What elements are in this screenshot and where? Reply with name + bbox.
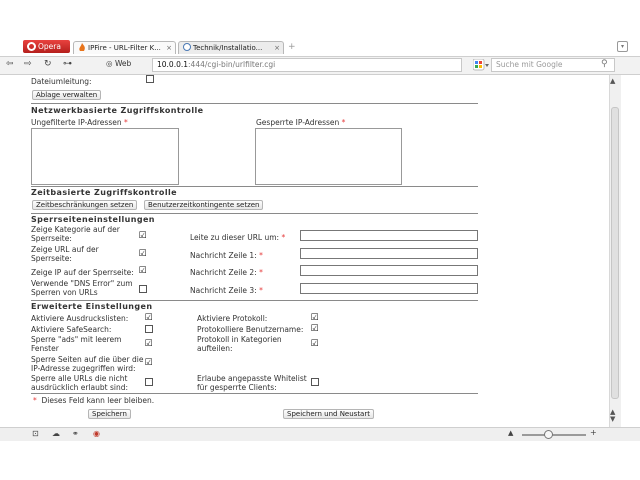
msg1-label: Nachricht Zeile 1: * bbox=[190, 251, 263, 260]
zoom-slider-knob[interactable] bbox=[544, 430, 553, 439]
divider bbox=[31, 186, 478, 187]
log-categories-label: Protokoll in Kategorien aufteilen: bbox=[197, 335, 282, 353]
block-ip-access-label: Sperre Seiten auf die über die IP-Adresse zugegriffen wird: bbox=[31, 355, 144, 373]
wiki-page-icon bbox=[183, 43, 191, 51]
globe-icon: ◎ bbox=[106, 59, 113, 68]
key-icon[interactable]: ⊶ bbox=[63, 59, 72, 69]
safesearch-label: Aktiviere SafeSearch: bbox=[31, 325, 112, 334]
show-url-checkbox[interactable]: ☑ bbox=[138, 249, 147, 259]
scroll-down-icon[interactable]: ▲ ▼ bbox=[610, 408, 616, 423]
opera-logo-icon bbox=[27, 42, 36, 51]
msg2-input[interactable] bbox=[300, 265, 478, 276]
back-arrow-icon[interactable]: ⇦ bbox=[6, 59, 14, 69]
enable-log-label: Aktiviere Protokoll: bbox=[197, 314, 268, 323]
blockpage-heading: Sperrseiteneinstellungen bbox=[31, 215, 155, 224]
unfiltered-ip-label: Ungefilterte IP-Adressen * bbox=[31, 118, 128, 127]
new-tab-button[interactable]: + bbox=[288, 42, 296, 52]
advanced-heading: Erweiterte Einstellungen bbox=[31, 302, 153, 311]
redirect-url-label: Leite zu dieser URL um: * bbox=[190, 233, 286, 242]
page-content bbox=[0, 75, 609, 427]
msg3-label: Nachricht Zeile 3: * bbox=[190, 286, 263, 295]
trash-icon[interactable]: ▾ bbox=[617, 41, 628, 52]
show-ip-checkbox[interactable]: ☑ bbox=[138, 266, 147, 276]
scroll-thumb[interactable] bbox=[611, 107, 619, 399]
divider bbox=[31, 300, 478, 301]
dns-error-checkbox[interactable] bbox=[139, 285, 147, 293]
tab-close-icon[interactable]: × bbox=[274, 44, 280, 52]
zoom-in-icon[interactable]: + bbox=[590, 428, 597, 437]
msg2-label: Nachricht Zeile 2: * bbox=[190, 268, 263, 277]
network-access-heading: Netzwerkbasierte Zugriffskontrolle bbox=[31, 106, 204, 115]
log-username-label: Protokolliere Benutzername: bbox=[197, 325, 304, 334]
show-url-label: Zeige URL auf der Sperrseite: bbox=[31, 245, 99, 263]
time-restrictions-button[interactable]: Zeitbeschränkungen setzen bbox=[32, 200, 137, 210]
zoom-slider[interactable] bbox=[522, 434, 586, 436]
log-username-checkbox[interactable]: ☑ bbox=[310, 324, 319, 334]
show-category-label: Zeige Kategorie auf der Sperrseite: bbox=[31, 225, 120, 243]
enable-log-checkbox[interactable]: ☑ bbox=[310, 313, 319, 323]
google-engine-icon[interactable] bbox=[473, 59, 490, 71]
show-ip-label: Zeige IP auf der Sperrseite: bbox=[31, 268, 134, 277]
msg1-input[interactable] bbox=[300, 248, 478, 259]
time-access-heading: Zeitbasierte Zugriffskontrolle bbox=[31, 188, 177, 197]
opera-menu-button[interactable]: Opera bbox=[23, 40, 70, 53]
panel-toggle-icon[interactable]: ⊡ bbox=[32, 429, 39, 438]
unfiltered-ip-textarea[interactable] bbox=[31, 128, 179, 185]
scroll-up-icon[interactable]: ▲ bbox=[610, 77, 616, 85]
user-quota-button[interactable]: Benutzerzeitkontingente setzen bbox=[144, 200, 263, 210]
block-all-checkbox[interactable] bbox=[145, 378, 153, 386]
required-note: * Dieses Feld kann leer bleiben. bbox=[33, 396, 155, 405]
reload-icon[interactable]: ↻ bbox=[44, 59, 52, 69]
block-ads-label: Sperre "ads" mit leerem Fenster bbox=[31, 335, 122, 353]
block-all-label: Sperre alle URLs die nicht ausdrücklich erlaubt sind: bbox=[31, 374, 128, 392]
custom-whitelist-label: Erlaube angepasste Whitelist für gesperrte Clients: bbox=[197, 374, 307, 392]
block-ads-checkbox[interactable]: ☑ bbox=[144, 339, 153, 349]
cloud-icon[interactable]: ☁ bbox=[52, 429, 60, 438]
custom-whitelist-checkbox[interactable] bbox=[311, 378, 319, 386]
divider bbox=[31, 393, 478, 394]
log-categories-checkbox[interactable]: ☑ bbox=[310, 339, 319, 349]
divider bbox=[31, 103, 478, 104]
manage-repository-button[interactable]: Ablage verwalten bbox=[32, 90, 101, 100]
tab-urlfilter[interactable]: IPFire - URL-Filter K... × bbox=[73, 41, 176, 54]
save-restart-button[interactable]: Speichern und Neustart bbox=[283, 409, 374, 419]
network-icon[interactable]: ⚭ bbox=[72, 429, 79, 438]
blocked-ip-textarea[interactable] bbox=[255, 128, 402, 185]
forward-arrow-icon[interactable]: ⇨ bbox=[24, 59, 32, 69]
blocked-ip-label: Gesperrte IP-Adressen * bbox=[256, 118, 346, 127]
tab-technik[interactable]: Technik/Installatio... × bbox=[178, 41, 284, 54]
expr-lists-checkbox[interactable]: ☑ bbox=[144, 313, 153, 323]
save-button[interactable]: Speichern bbox=[88, 409, 131, 419]
block-ip-access-checkbox[interactable]: ☑ bbox=[144, 358, 153, 368]
redirect-label: Dateiumleitung: bbox=[31, 77, 92, 86]
web-badge[interactable]: ◎ Web bbox=[106, 59, 132, 68]
show-category-checkbox[interactable]: ☑ bbox=[138, 231, 147, 241]
zoom-out-icon[interactable]: ▲ bbox=[508, 429, 514, 437]
redirect-checkbox[interactable] bbox=[146, 75, 154, 83]
address-field[interactable]: 10.0.0.1:444/cgi-bin/urlfilter.cgi bbox=[152, 58, 462, 72]
turbo-icon[interactable]: ◉ bbox=[93, 429, 100, 438]
divider bbox=[31, 213, 478, 214]
search-input[interactable]: Suche mit Google bbox=[491, 58, 615, 72]
tab-close-icon[interactable]: × bbox=[166, 44, 172, 52]
redirect-url-input[interactable] bbox=[300, 230, 478, 241]
safesearch-checkbox[interactable] bbox=[145, 325, 153, 333]
expr-lists-label: Aktiviere Ausdruckslisten: bbox=[31, 314, 129, 323]
search-icon[interactable]: ⚲ bbox=[601, 59, 608, 69]
ipfire-flame-icon bbox=[78, 43, 86, 51]
msg3-input[interactable] bbox=[300, 283, 478, 294]
dns-error-label: Verwende "DNS Error" zum Sperren von URLs bbox=[31, 279, 133, 297]
